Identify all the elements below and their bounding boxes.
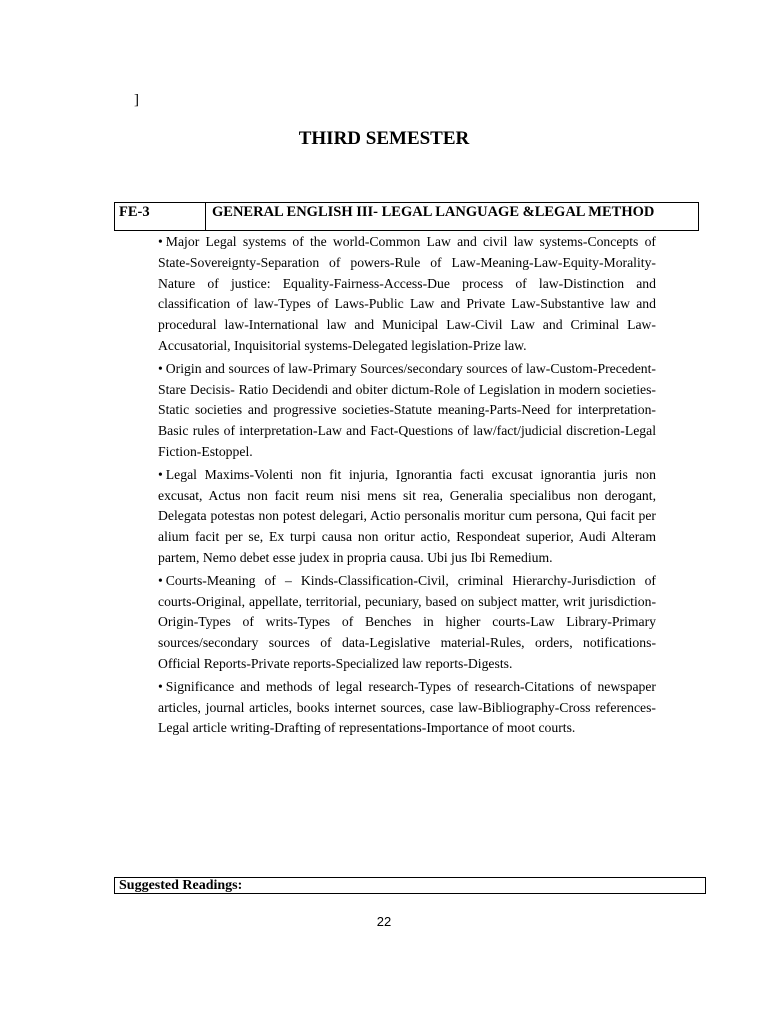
topic-text: Courts-Meaning of – Kinds-Classification-Civil, criminal Hierarchy-Jurisdiction of courts-Original, appellate, territorial, pecuniary, based on subject matter, writ jurisdiction-Origin-Types of writs-Types of Benches in higher courts-Law Library-Primary sources/secondary sources of data-Legislative material-Rules, orders, notifications-Official Reports-Private reports-Specialized law reports-Digests. (158, 572, 656, 671)
page-title: THIRD SEMESTER (298, 128, 470, 149)
topic-text: Legal Maxims-Volenti non fit injuria, Ignorantia facti excusat ignorantia juris non excusat, Actus non facit reum nisi mens sit rea, Generalia specialibus non derogant, Delegata potestas non potest delegari, Actio personalis moritur cum persona, Qui facit per alium facit per se, Ex turpi causa non oritur actio, Respondeat superior, Audi Alteram partem, Nemo debet esse judex in propria causa. Ubi jus Ibi Remedium. (158, 466, 656, 565)
bullet-icon: • (158, 466, 163, 482)
stray-bracket-mark: ] (134, 92, 139, 108)
bullet-icon: • (158, 234, 163, 249)
course-code: FE-3 (115, 203, 206, 230)
topic-paragraph (158, 232, 656, 357)
bullet-icon: • (158, 678, 163, 694)
topic-paragraph (158, 359, 656, 463)
topic-text: Major Legal systems of the world-Common Law and civil law systems-Concepts of State-Sovereignty-Separation of powers-Rule of Law-Meaning-Law-Equity-Morality-Nature of justice: Equality-Fairness-Access-Due process of law-Distinction and classification of law-Types of Laws-Public Law and Private Law-Substantive law and procedural law-International law and Municipal Law-Civil Law and Criminal Law-Accusatorial, Inquisitorial systems-Delegated legislation-Prize law. (158, 234, 656, 353)
syllabus-topics (158, 232, 656, 741)
bullet-icon: • (158, 360, 163, 376)
topic-text: Origin and sources of law-Primary Sources/secondary sources of law-Custom-Precedent-Stare Decisis- Ratio Decidendi and obiter dictum-Role of Legislation in modern societies-Static societies and progressive societies-Statute meaning-Parts-Need for interpretation-Basic rules of interpretation-Law and Fact-Questions of law/fact/judicial discretion-Legal Fiction-Estoppel. (158, 360, 656, 459)
course-header-table (114, 202, 699, 231)
suggested-readings-heading: Suggested Readings: (114, 877, 706, 894)
topic-paragraph (158, 465, 656, 569)
course-title: GENERAL ENGLISH III- LEGAL LANGUAGE &LEGAL METHOD (212, 204, 655, 220)
page-number: 22 (376, 914, 392, 929)
topic-paragraph (158, 571, 656, 675)
topic-paragraph (158, 677, 656, 739)
bullet-icon: • (158, 572, 163, 588)
topic-text: Significance and methods of legal research-Types of research-Citations of newspaper articles, journal articles, books internet sources, case law-Bibliography-Cross references-Legal article writing-Drafting of representations-Importance of moot courts. (158, 678, 656, 736)
